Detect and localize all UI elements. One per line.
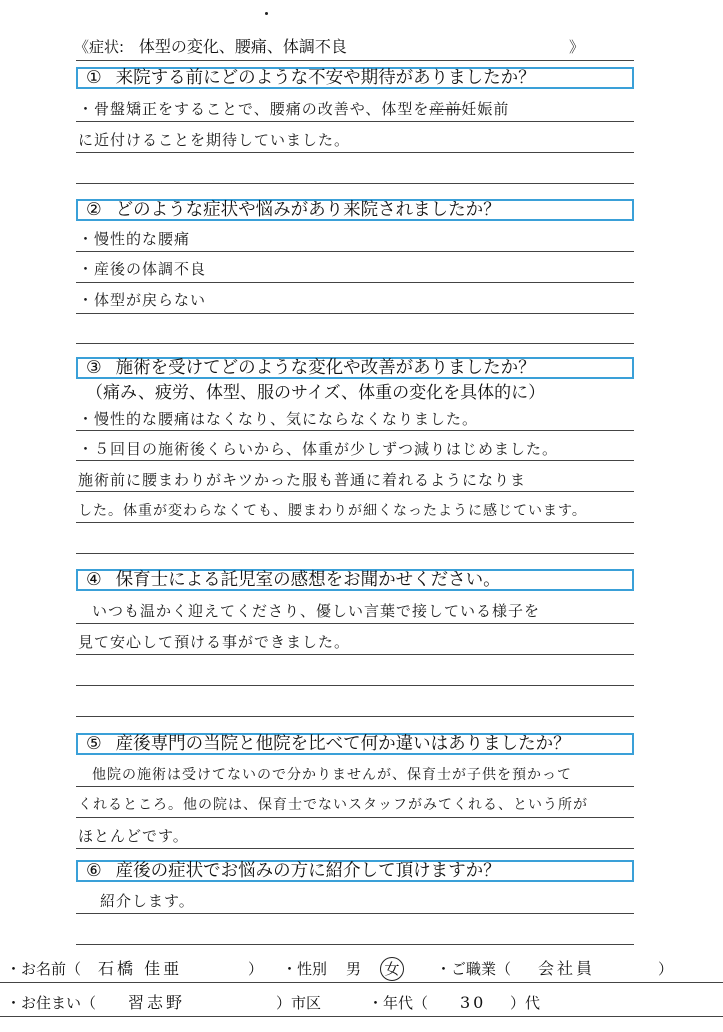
symptom-value: 体型の変化、腰痛、体調不良 — [138, 37, 347, 56]
address-value: 習志野 — [128, 993, 186, 1012]
rule — [76, 944, 634, 945]
rule — [76, 60, 634, 61]
question-number: ④ — [86, 570, 102, 590]
question-number: ⑥ — [86, 861, 102, 881]
question-6 — [76, 860, 634, 882]
gender-label: ・性別 — [282, 960, 328, 978]
answer-line: ほとんどです。 — [78, 827, 189, 845]
rule — [76, 491, 634, 492]
job-close: ） — [658, 960, 674, 978]
answer-line: した。体重が変わらなくても、腰まわりが細くなったように感じています。 — [78, 503, 587, 519]
answer-line: くれるところ。他の院は、保育士でないスタッフがみてくれる、という所が — [78, 797, 588, 813]
answer-text: ・骨盤矯正をすることで、腰痛の改善や、体型を — [78, 100, 430, 118]
answer-line: ・慢性的な腰痛はなくなり、気にならなくなりました。 — [78, 410, 479, 428]
answer-line: 施術前に腰まわりがキツかった服も普通に着れるようになりま — [78, 471, 527, 489]
rule — [76, 522, 634, 523]
answer-struck-text: 産前 — [429, 100, 462, 118]
question-3 — [76, 357, 634, 379]
answer-line: 見て安心して預ける事ができました。 — [78, 633, 351, 651]
answer-text: 妊娠前 — [461, 100, 510, 118]
symptom-line — [74, 34, 594, 60]
answer-line: 紹介します。 — [100, 892, 195, 910]
answer-line — [78, 98, 634, 119]
symptom-close: 》 — [568, 38, 584, 56]
gender-male: 男 — [346, 960, 362, 978]
rule — [76, 460, 634, 461]
question-4 — [76, 569, 634, 591]
name-value: 石橋 佳亜 — [98, 959, 183, 978]
answer-line: ・体型が戻らない — [78, 291, 207, 309]
question-2 — [76, 199, 634, 221]
answer-line: ・産後の体調不良 — [78, 260, 207, 278]
rule — [76, 343, 634, 344]
rule — [76, 716, 634, 717]
question-text: 産後専門の当院と他院を比べて何か違いはありましたか？ — [115, 734, 571, 754]
answer-line: いつも温かく迎えてくださり、優しい言葉で接している様子を — [92, 602, 541, 620]
rule — [76, 553, 634, 554]
address-label: ・お住まい（ — [6, 994, 97, 1012]
rule — [76, 183, 634, 184]
job-value: 会社員 — [538, 959, 596, 978]
rule — [76, 282, 634, 283]
rule — [76, 786, 634, 787]
scan-dot — [265, 12, 268, 15]
address-suffix: ）市区 — [276, 994, 322, 1012]
rule — [76, 430, 634, 431]
rule — [76, 152, 634, 153]
rule — [76, 913, 634, 914]
rule — [76, 313, 634, 314]
rule — [0, 1016, 723, 1017]
footer-row-address — [0, 990, 723, 1016]
symptom-label: 《症状: — [74, 38, 125, 56]
rule — [76, 654, 634, 655]
question-subtext: （痛み、疲労、体型、服のサイズ、体重の変化を具体的に） — [86, 383, 546, 403]
question-number: ③ — [86, 358, 102, 378]
question-text: 保育士による託児室の感想をお聞かせください。 — [115, 570, 501, 590]
name-label: ・お名前（ — [6, 960, 82, 978]
question-text: 施術を受けてどのような変化や改善がありましたか？ — [115, 358, 536, 378]
rule — [76, 848, 634, 849]
answer-line: 他院の施術は受けてないので分かりませんが、保育士が子供を預かって — [92, 767, 572, 783]
rule — [76, 623, 634, 624]
footer-row-name — [0, 956, 723, 982]
job-label: ・ご職業（ — [436, 960, 512, 978]
rule — [0, 982, 723, 983]
gender-female-circled: 女 — [380, 957, 404, 981]
question-number: ① — [86, 68, 102, 88]
answer-line: に近付けることを期待していました。 — [78, 131, 351, 149]
question-text: 産後の症状でお悩みの方に紹介して頂けますか？ — [115, 861, 501, 881]
rule — [76, 251, 634, 252]
rule — [76, 817, 634, 818]
question-text: どのような症状や悩みがあり来院されましたか？ — [115, 200, 501, 220]
question-1 — [76, 67, 634, 89]
question-text: 来院する前にどのような不安や期待がありましたか？ — [115, 68, 536, 88]
age-label: ・年代（ — [368, 994, 429, 1012]
rule — [76, 121, 634, 122]
answer-line: ・５回目の施術後くらいから、体重が少しずつ減りはじめました。 — [78, 440, 559, 458]
question-5 — [76, 733, 634, 755]
rule — [76, 685, 634, 686]
age-value: 30 — [460, 993, 487, 1012]
age-suffix: ）代 — [510, 994, 541, 1012]
answer-line: ・慢性的な腰痛 — [78, 230, 191, 248]
question-number: ② — [86, 200, 102, 220]
name-close: ） — [248, 960, 264, 978]
question-number: ⑤ — [86, 734, 102, 754]
